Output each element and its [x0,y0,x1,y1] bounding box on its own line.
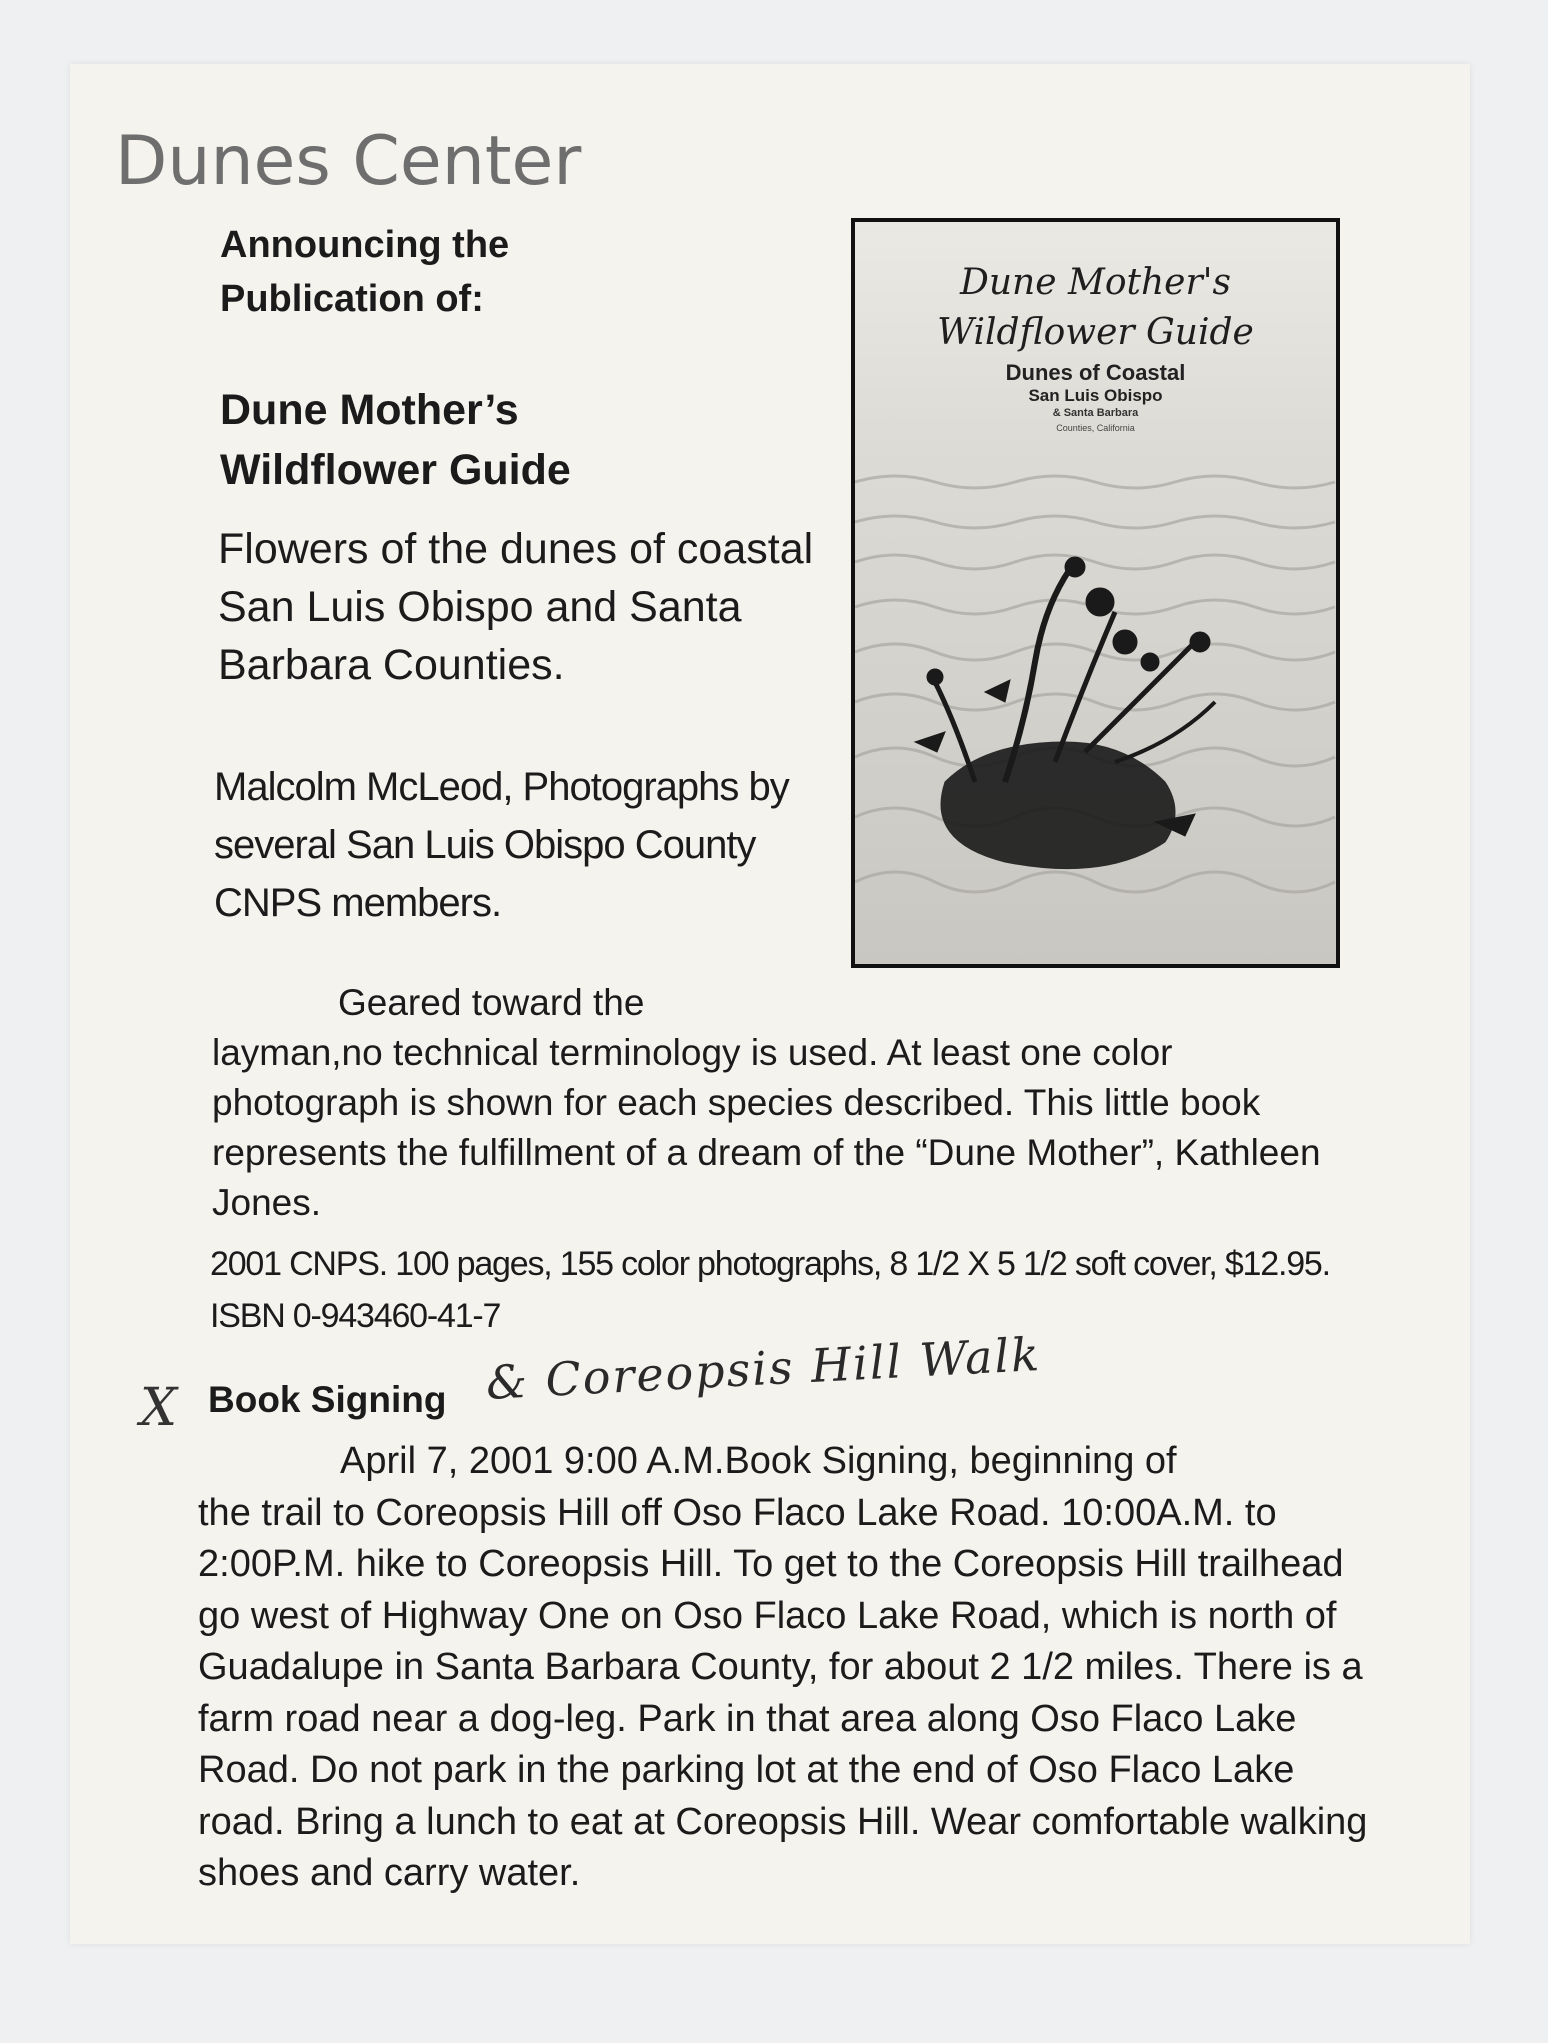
cover-subtitle-2: San Luis Obispo [1028,386,1163,405]
handwritten-note: & Coreopsis Hill Walk [484,1326,1043,1410]
book-title [220,380,780,500]
book-title-line-1: Dune Mother’s [220,386,519,434]
signing-first-line: April 7, 2001 9:00 A.M.Book Signing, beginning of [340,1440,1177,1482]
announcement-heading [220,218,640,326]
book-credits: Malcolm McLeod, Photographs by several San Luis Obispo County CNPS members. [214,765,789,925]
watermark: Dunes Center [115,122,582,201]
book-title-line-2: Wildflower Guide [220,446,571,494]
book-cover-image [851,218,1340,968]
cover-title [855,258,1336,358]
cover-title-line-1: Dune Mother's [959,262,1232,303]
handwritten-mark: X [140,1378,178,1438]
book-summary [212,978,1362,1228]
signing-body-text: the trail to Coreopsis Hill off Oso Flaco Lake Road. 10:00A.M. to 2:00P.M. hike to Coreopsis Hill. To get to the Coreopsis Hill trailhead go west of Highway One on Oso Flaco Lake Road, which is north of Guadalupe in Santa Barbara County, for about 2 1/2 miles. There is a farm road near a dog-leg. Park in that area along Oso Flaco Lake Road. Do not park in the parking lot at the end of Oso Flaco Lake road. Bring a lunch to eat at Coreopsis Hill. Wear comfortable walking shoes and carry water. [198,1491,1368,1894]
summary-body: layman,no technical terminology is used. At least one color photograph is shown for each species described. This little book represents the fulfillment of a dream of the “Dune Mother”, Kathleen Jones. [212,1032,1321,1223]
cover-title-line-2: Wildflower Guide [937,312,1254,353]
cover-subtitle-3: & Santa Barbara [1052,407,1139,419]
publication-info: 2001 CNPS. 100 pages, 155 color photographs, 8 1/2 X 5 1/2 soft cover, $12.95. ISBN 0-943460-41-7 [210,1245,1330,1335]
cover-subtitle-1: Dunes of Coastal [1005,360,1186,385]
book-signing-details [198,1436,1378,1900]
book-signing-heading: Book Signing [208,1379,447,1420]
announcement-line-1: Announcing the [220,224,510,266]
announcement-line-2: Publication of: [220,278,484,320]
summary-first-line: Geared toward the [338,982,645,1023]
cover-subtitle-4: Counties, California [1056,423,1135,433]
book-description: Flowers of the dunes of coastal San Luis Obispo and Santa Barbara Counties. [218,525,814,689]
